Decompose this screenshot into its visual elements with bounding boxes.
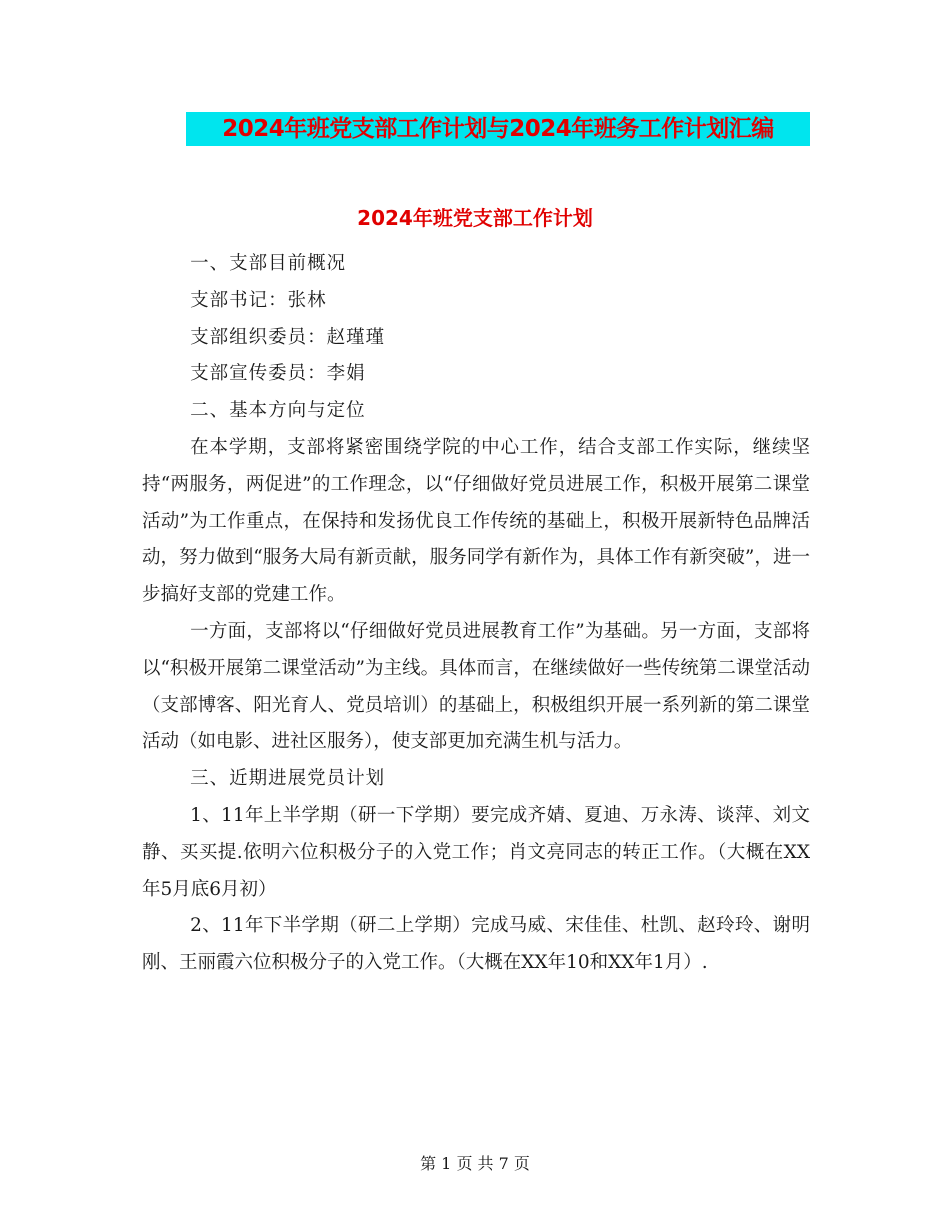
document-main-title: 2024年班党支部工作计划与2024年班务工作计划汇编 xyxy=(186,112,810,146)
page-number-footer: 第 1 页 共 7 页 xyxy=(420,1154,530,1173)
secretary-line: 支部书记：张林 xyxy=(190,289,327,311)
paragraph-approach: 一方面，支部将以“仔细做好党员进展教育工作”为基础。另一方面，支部将以“积极开展第二课堂活动”为主线。具体而言，在继续做好一些传统第二课堂活动（支部博客、阳光育人、党员培训）的基础上，积极组织开展一系列新的第二课堂活动（如电影、进社区服务），使支部更加充满生机与活力。 xyxy=(142,620,810,753)
publicity-member-line: 支部宣传委员：李娟 xyxy=(190,363,366,385)
organization-member-line: 支部组织委员：赵瑾瑾 xyxy=(190,326,386,348)
heading-overview: 一、支部目前概况 xyxy=(190,253,347,274)
section-title: 2024年班党支部工作计划 xyxy=(357,206,593,230)
paragraph-direction: 在本学期，支部将紧密围绕学院的中心工作，结合支部工作实际，继续坚持“两服务，两促进”的工作理念，以“仔细做好党员进展工作，积极开展第二课堂活动”为工作重点，在保持和发扬优良工作传统的基础上，积极开展新特色品牌活动，努力做到“服务大局有新贡献，服务同学有新作为，具体工作有新突破”，进一步搞好支部的党建工作。 xyxy=(142,436,810,606)
heading-direction: 二、基本方向与定位 xyxy=(190,400,366,422)
document-body xyxy=(142,246,810,982)
plan-item-1: 1、11年上半学期（研一下学期）要完成齐婧、夏迪、万永涛、谈萍、刘文静、买买提.依明六位积极分子的入党工作；肖文亮同志的转正工作。（大概在XX年5月底6月初） xyxy=(142,804,810,900)
plan-item-2: 2、11年下半学期（研二上学期）完成马威、宋佳佳、杜凯、赵玲玲、谢明刚、王丽霞六位积极分子的入党工作。（大概在XX年10和XX年1月）. xyxy=(142,915,810,974)
heading-plan: 三、近期进展党员计划 xyxy=(190,768,386,790)
